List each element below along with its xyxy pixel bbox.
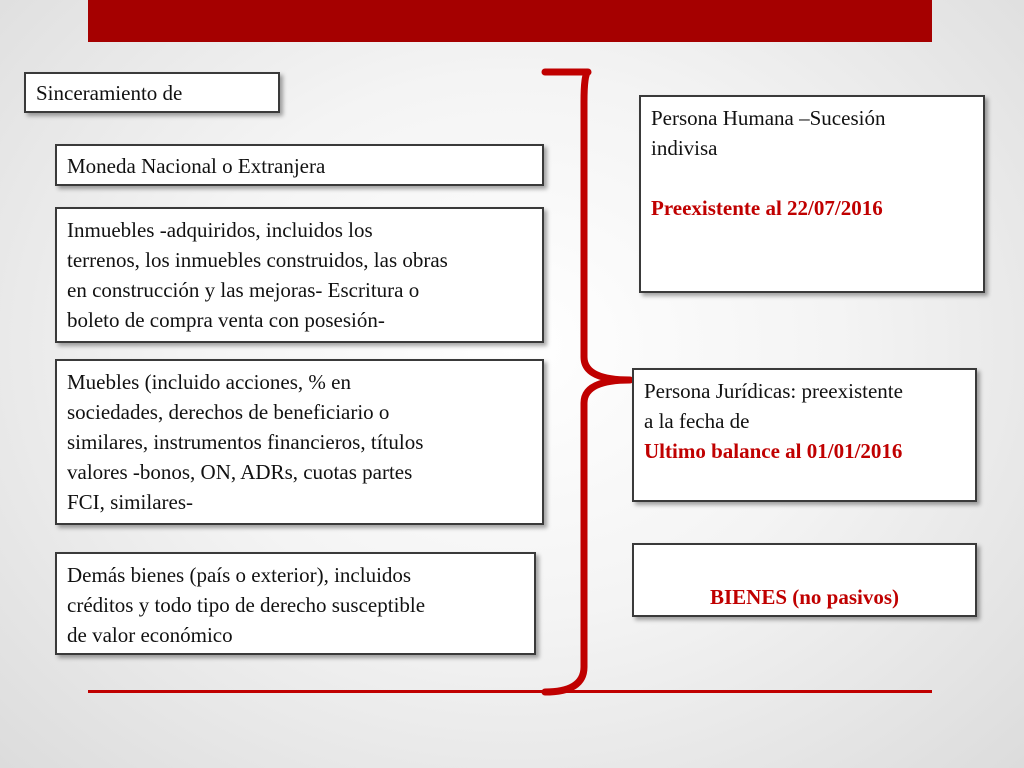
footer-line	[88, 690, 932, 693]
demas-bienes-box	[55, 552, 536, 655]
spacer	[651, 163, 973, 193]
demas-bienes-line: Demás bienes (país o exterior), incluidos	[67, 563, 412, 587]
brace-path	[545, 72, 630, 692]
persona-juridicas-line: a la fecha de	[644, 409, 750, 433]
persona-humana-box	[639, 95, 985, 293]
muebles-line: FCI, similares-	[67, 490, 193, 514]
persona-juridicas-line: Persona Jurídicas: preexistente	[644, 379, 903, 403]
header-bar	[88, 0, 932, 42]
muebles-line: similares, instrumentos financieros, títulos	[67, 430, 424, 454]
persona-humana-line: Persona Humana –Sucesión	[651, 106, 886, 130]
muebles-line: sociedades, derechos de beneficiario o	[67, 400, 390, 424]
inmuebles-box	[55, 207, 544, 343]
inmuebles-line: terrenos, los inmuebles construidos, las obras	[67, 248, 448, 272]
muebles-box	[55, 359, 544, 525]
inmuebles-line: Inmuebles -adquiridos, incluidos los	[67, 218, 373, 242]
inmuebles-line: en construcción y las mejoras- Escritura o	[67, 278, 420, 302]
demas-bienes-line: créditos y todo tipo de derecho susceptible	[67, 593, 426, 617]
muebles-line: valores -bonos, ON, ADRs, cuotas partes	[67, 460, 413, 484]
sinceramiento-box	[24, 72, 280, 113]
persona-juridicas-box	[632, 368, 977, 502]
sinceramiento-title: Sinceramiento de	[36, 81, 183, 105]
moneda-line: Moneda Nacional o Extranjera	[67, 154, 326, 178]
persona-juridicas-date: Ultimo balance al 01/01/2016	[644, 439, 903, 463]
demas-bienes-line: de valor económico	[67, 623, 233, 647]
inmuebles-line: boleto de compra venta con posesión-	[67, 308, 385, 332]
moneda-box	[55, 144, 544, 186]
curly-brace-connector	[540, 62, 640, 702]
persona-humana-date: Preexistente al 22/07/2016	[651, 196, 883, 220]
bienes-label: BIENES (no pasivos)	[709, 585, 900, 609]
bienes-box	[632, 543, 977, 617]
muebles-line: Muebles (incluido acciones, % en	[67, 370, 351, 394]
persona-humana-line: indivisa	[651, 136, 718, 160]
